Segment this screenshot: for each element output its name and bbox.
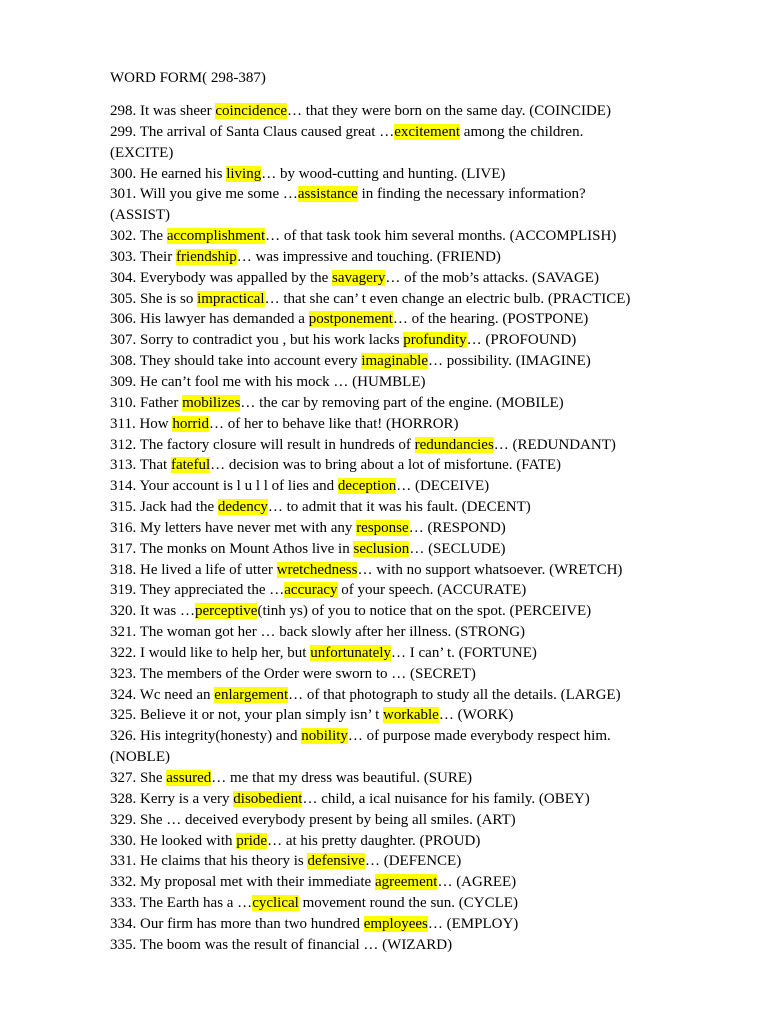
- exercise-line: [110, 539, 730, 560]
- exercise-line: [110, 226, 730, 247]
- line-text: 333. The Earth has a …: [110, 895, 253, 912]
- highlighted-answer: redundancies: [414, 436, 494, 453]
- highlighted-answer: accuracy: [284, 582, 338, 599]
- line-text: … of that photograph to study all the details. (LARGE): [288, 686, 621, 703]
- line-text: 313. That: [110, 457, 171, 474]
- highlighted-answer: employees: [363, 915, 428, 932]
- line-text: … with no support whatsoever. (WRETCH): [357, 561, 623, 578]
- exercise-line: [110, 643, 730, 664]
- highlighted-answer: profundity: [403, 332, 467, 349]
- highlighted-answer: enlargement: [214, 686, 289, 703]
- line-text: … (RESPOND): [408, 519, 506, 536]
- line-text: 320. It was …: [110, 603, 195, 620]
- highlighted-answer: impractical: [197, 290, 265, 307]
- line-text: 307. Sorry to contradict you , but his work lacks: [110, 332, 404, 349]
- line-text: … that she can’ t even change an electric bulb. (PRACTICE): [264, 290, 631, 307]
- line-text: 314. Your account is l u l l of lies and: [110, 478, 338, 495]
- line-text: 328. Kerry is a very: [110, 790, 234, 807]
- exercise-line: [110, 518, 730, 539]
- line-text: … to admit that it was his fault. (DECENT): [267, 499, 531, 516]
- exercise-line: [110, 101, 730, 122]
- line-text: 316. My letters have never met with any: [110, 519, 357, 536]
- line-text: … that they were born on the same day. (COINCIDE): [287, 103, 611, 119]
- line-text: movement round the sun. (CYCLE): [298, 895, 518, 912]
- highlighted-answer: postponement: [308, 311, 393, 328]
- exercise-line: [110, 893, 730, 914]
- line-text: … (WORK): [438, 707, 514, 724]
- line-text: … (AGREE): [437, 874, 517, 891]
- line-text: 305. She is so: [110, 290, 198, 307]
- highlighted-answer: disobedient: [233, 790, 303, 807]
- highlighted-answer: response: [356, 519, 409, 536]
- line-text: … (REDUNDANT): [493, 436, 616, 453]
- highlighted-answer: coincidence: [215, 103, 288, 119]
- line-text: 312. The factory closure will result in hundreds of: [110, 436, 415, 453]
- line-text: 299. The arrival of Santa Claus caused great …: [110, 123, 395, 140]
- highlighted-answer: horrid: [172, 415, 210, 432]
- line-text: … at his pretty daughter. (PROUD): [267, 832, 481, 849]
- line-text: 304. Everybody was appalled by the: [110, 269, 333, 286]
- highlighted-answer: savagery: [332, 269, 386, 286]
- highlighted-answer: excitement: [394, 123, 461, 140]
- line-text: … (SECLUDE): [409, 540, 506, 557]
- exercise-line: [110, 851, 730, 872]
- line-text: … possibility. (IMAGINE): [427, 353, 591, 370]
- line-text: (tinh ys) of you to notice that on the spot. (PERCEIVE): [257, 603, 592, 620]
- line-text: 308. They should take into account every: [110, 353, 362, 370]
- line-text: among the children.: [460, 123, 584, 140]
- exercise-line: [110, 455, 730, 476]
- exercise-line: [110, 747, 730, 768]
- exercise-line: [110, 309, 730, 330]
- highlighted-answer: cyclical: [252, 895, 299, 912]
- line-text: … was impressive and touching. (FRIEND): [236, 248, 501, 265]
- highlighted-answer: friendship: [175, 248, 237, 265]
- line-text: 323. The members of the Order were sworn to … (SECRET): [110, 665, 476, 682]
- exercise-line: [110, 685, 730, 706]
- exercise-line: [110, 435, 730, 456]
- line-text: 310. Father: [110, 394, 183, 411]
- highlighted-answer: workable: [383, 707, 439, 724]
- line-text: … of the mob’s attacks. (SAVAGE): [385, 269, 599, 286]
- highlighted-answer: imaginable: [361, 353, 428, 370]
- line-text: … by wood-cutting and hunting. (LIVE): [261, 165, 506, 182]
- highlighted-answer: assistance: [297, 186, 358, 203]
- line-text: 306. His lawyer has demanded a: [110, 311, 309, 328]
- line-text: (EXCITE): [110, 144, 174, 161]
- line-text: in finding the necessary information?: [357, 186, 586, 203]
- exercise-line: [110, 330, 730, 351]
- exercise-line: [110, 872, 730, 893]
- highlighted-answer: accomplishment: [166, 228, 266, 245]
- exercise-line: [110, 768, 730, 789]
- exercise-line: [110, 664, 730, 685]
- line-text: … child, a ical nuisance for his family. (OBEY): [302, 790, 590, 807]
- highlighted-answer: mobilizes: [182, 394, 241, 411]
- line-text: 321. The woman got her … back slowly after her illness. (STRONG): [110, 624, 526, 641]
- line-text: 301. Will you give me some …: [110, 186, 298, 203]
- highlighted-answer: fateful: [170, 457, 211, 474]
- highlighted-answer: agreement: [374, 874, 438, 891]
- line-text: 322. I would like to help her, but: [110, 644, 311, 661]
- line-text: 303. Their: [110, 248, 176, 265]
- exercise-line: [110, 205, 730, 226]
- line-text: 334. Our firm has more than two hundred: [110, 915, 364, 932]
- exercise-line: [110, 247, 730, 268]
- highlighted-answer: perceptive: [195, 603, 258, 620]
- exercise-line: [110, 601, 730, 622]
- line-text: (NOBLE): [110, 749, 170, 766]
- exercise-list: [110, 101, 730, 956]
- document-title: WORD FORM( 298-387): [110, 70, 266, 86]
- line-text: 319. They appreciated the …: [110, 582, 285, 599]
- exercise-line: [110, 143, 730, 164]
- line-text: 309. He can’t fool me with his mock … (HUMBLE): [110, 373, 426, 390]
- exercise-line: [110, 122, 730, 143]
- exercise-line: [110, 789, 730, 810]
- line-text: 331. He claims that his theory is: [110, 853, 308, 870]
- exercise-line: [110, 726, 730, 747]
- exercise-line: [110, 810, 730, 831]
- line-text: of your speech. (ACCURATE): [337, 582, 527, 599]
- line-text: … (DEFENCE): [364, 853, 462, 870]
- exercise-line: [110, 268, 730, 289]
- exercise-line: [110, 351, 730, 372]
- line-text: 302. The: [110, 228, 167, 245]
- line-text: 317. The monks on Mount Athos live in: [110, 540, 354, 557]
- exercise-line: [110, 580, 730, 601]
- line-text: 329. She … deceived everybody present by being all smiles. (ART): [110, 811, 516, 828]
- line-text: 325. Believe it or not, your plan simply isn’ t: [110, 707, 384, 724]
- exercise-line: [110, 414, 730, 435]
- line-text: … (PROFOUND): [466, 332, 577, 349]
- exercise-line: [110, 622, 730, 643]
- highlighted-answer: dedency: [217, 499, 268, 516]
- exercise-line: [110, 560, 730, 581]
- exercise-line: [110, 831, 730, 852]
- highlighted-answer: deception: [337, 478, 397, 495]
- line-text: … of the hearing. (POSTPONE): [392, 311, 589, 328]
- line-text: 327. She: [110, 770, 167, 786]
- exercise-line: [110, 935, 730, 956]
- exercise-line: [110, 705, 730, 726]
- line-text: … decision was to bring about a lot of misfortune. (FATE): [210, 457, 562, 474]
- highlighted-answer: pride: [236, 832, 268, 849]
- exercise-line: [110, 476, 730, 497]
- line-text: … me that my dress was beautiful. (SURE): [211, 770, 473, 786]
- exercise-line: [110, 497, 730, 518]
- line-text: … of her to behave like that! (HORROR): [209, 415, 459, 432]
- highlighted-answer: unfortunately: [310, 644, 392, 661]
- line-text: … the car by removing part of the engine. (MOBILE): [240, 394, 564, 411]
- line-text: 326. His integrity(honesty) and: [110, 728, 302, 745]
- line-text: … of that task took him several months. (ACCOMPLISH): [265, 228, 617, 245]
- line-text: 300. He earned his: [110, 165, 227, 182]
- line-text: 315. Jack had the: [110, 499, 218, 516]
- exercise-line: [110, 393, 730, 414]
- exercise-line: [110, 372, 730, 393]
- exercise-line: [110, 289, 730, 310]
- line-text: 330. He looked with: [110, 832, 237, 849]
- line-text: (ASSIST): [110, 207, 171, 224]
- line-text: 324. Wc need an: [110, 686, 215, 703]
- highlighted-answer: nobility: [301, 728, 348, 745]
- line-text: 335. The boom was the result of financial … (WIZARD): [110, 936, 453, 953]
- highlighted-answer: seclusion: [353, 540, 410, 557]
- highlighted-answer: wretchedness: [276, 561, 358, 578]
- line-text: … I can’ t. (FORTUNE): [391, 644, 537, 661]
- line-text: … of purpose made everybody respect him.: [347, 728, 611, 745]
- line-text: 311. How: [110, 415, 173, 432]
- highlighted-answer: defensive: [307, 853, 365, 870]
- exercise-line: [110, 914, 730, 935]
- highlighted-answer: living: [226, 165, 262, 182]
- line-text: 298. It was sheer: [110, 103, 216, 119]
- highlighted-answer: assured: [166, 770, 212, 786]
- line-text: … (DECEIVE): [396, 478, 490, 495]
- exercise-line: [110, 184, 730, 205]
- line-text: 318. He lived a life of utter: [110, 561, 277, 578]
- line-text: … (EMPLOY): [427, 915, 519, 932]
- line-text: 332. My proposal met with their immediate: [110, 874, 375, 891]
- exercise-line: [110, 164, 730, 185]
